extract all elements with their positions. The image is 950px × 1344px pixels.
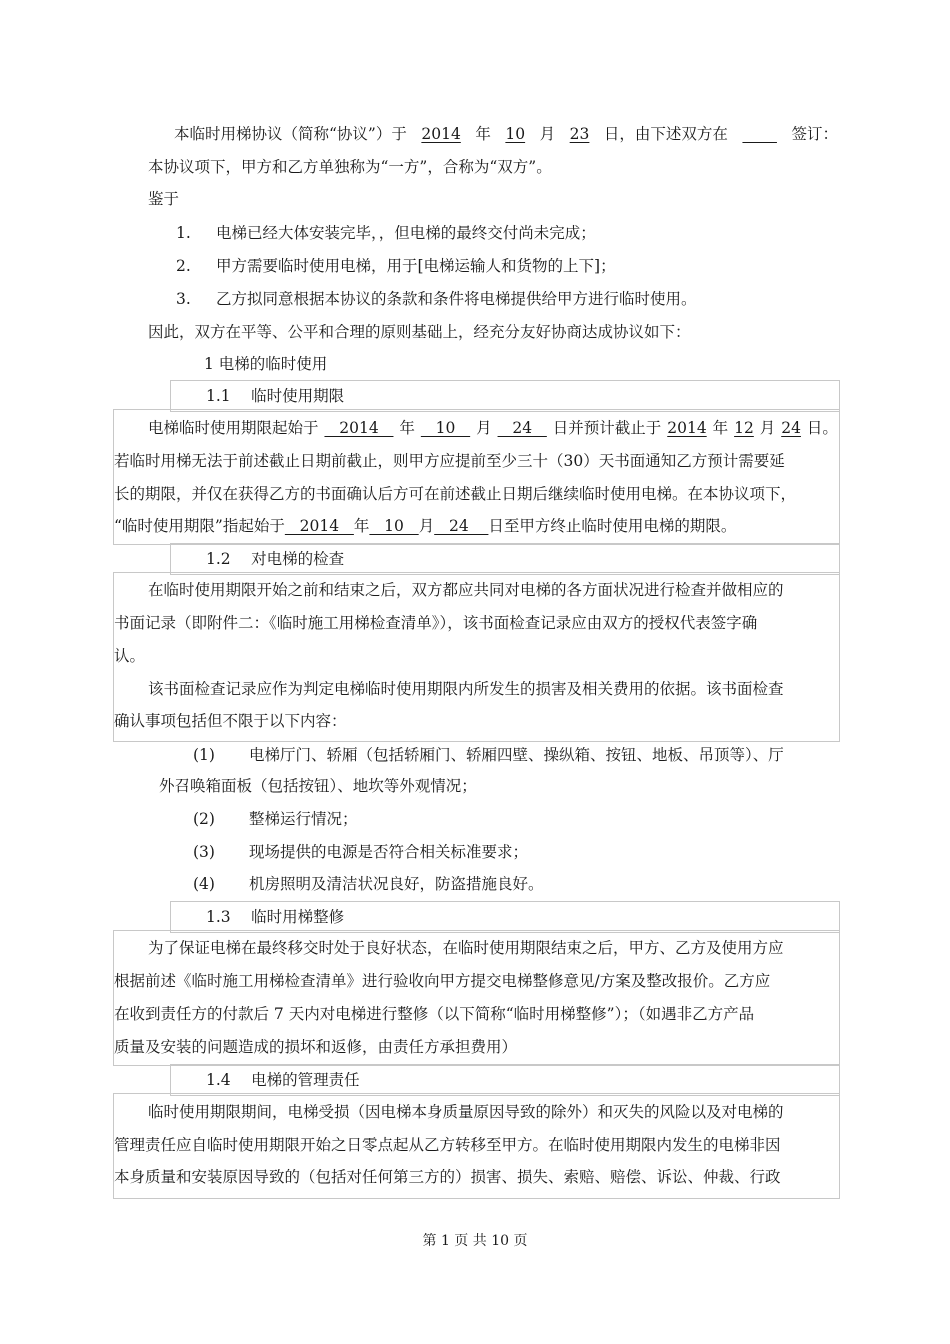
text: 年 [712,419,729,437]
section-1-1-line-3: 长的期限，并仅在获得乙方的书面确认后方可在前述截止日期后继续临时使用电梯。在本协议项下， [114,485,797,503]
text: “临时使用期限”指起始于 [114,517,285,535]
text: 年 [353,517,370,535]
inspection-item-1-cont: 外召唤箱面板（包括按钮）、地坎等外观情况； [159,777,477,795]
intro-month: 10 [505,125,526,143]
recital-3 [176,289,697,309]
intro-text-d: 日，由下述双方在 [603,125,728,143]
section-1-2-p1-line-2: 书面记录（即附件二：《临时施工用梯检查清单》），该书面检查记录应由双方的授权代表签字确 [114,614,758,632]
section-1-2-p1-line-1: 在临时使用期限开始之前和结束之后，双方都应共同对电梯的各方面状况进行检查并做相应的 [148,581,784,599]
section-1-3-line-4: 质量及安装的问题造成的损坏和返修，由责任方承担费用） [114,1038,518,1056]
text: 月 [759,419,776,437]
recital-2 [176,256,616,276]
section-1-3-line-3: 在收到责任方的付款后 7 天内对电梯进行整修（以下简称“临时用梯整修”）；（如遇非乙方产品 [114,1005,755,1023]
section-1-1-line-1 [148,418,838,438]
section-1-3-line-1: 为了保证电梯在最终移交时处于良好状态，在临时使用期限结束之后，甲方、乙方及使用方应 [148,939,784,957]
section-1-4-heading: 1.4 电梯的管理责任 [206,1071,360,1089]
recital-1 [176,223,596,243]
term-start-month: 10 [369,517,419,535]
item-text: 现场提供的电源是否符合相关标准要求； [249,843,529,861]
intro-place-blank [742,124,777,144]
text: 电梯临时使用期限起始于 [148,419,319,437]
section-1-4-line-1: 临时使用期限期间，电梯受损（因电梯本身质量原因导致的除外）和灭失的风险以及对电梯的 [148,1103,784,1121]
text: 月 [418,517,435,535]
inspection-item-4 [193,874,544,894]
section-1-2-p1-line-3: 认。 [114,647,146,665]
item-number: (1) [193,746,215,764]
article-1-heading: 1 电梯的临时使用 [204,355,328,373]
term-start-day: 24 [434,517,489,535]
therefore-line: 因此，双方在平等、公平和合理的原则基础上，经充分友好协商达成协议如下： [148,323,691,341]
section-1-2-heading: 1.2 对电梯的检查 [206,550,345,568]
item-text: 机房照明及清洁状况良好，防盗措施良好。 [249,875,544,893]
page-footer: 第 1 页 共 10 页 [422,1233,528,1249]
section-1-2-p2-line-2: 确认事项包括但不限于以下内容： [114,712,347,730]
intro-year: 2014 [421,125,461,143]
section-1-4-line-3: 本身质量和安装原因导致的（包括对任何第三方的）损害、损失、索赔、赔偿、诉讼、仲裁、行政 [114,1168,781,1186]
end-year: 2014 [667,419,707,437]
intro-day: 23 [569,125,590,143]
start-day: 24 [497,419,547,437]
section-1-4-line-2: 管理责任应自临时使用期限开始之日零点起从乙方转移至甲方。在临时使用期限内发生的电梯非因 [114,1136,781,1154]
text: 日至甲方终止临时使用电梯的期限。 [488,517,737,535]
section-1-3-line-2: 根据前述《临时施工用梯检查清单》进行验收向甲方提交电梯整修意见/方案及整改报价。乙方应 [114,972,771,990]
intro-text-a: 本临时用梯协议（简称“协议”）于 [174,125,407,143]
whereas-label: 鉴于 [148,190,180,208]
item-number: (3) [193,843,215,861]
recital-text: 甲方需要临时使用电梯，用于[电梯运输人和货物的上下]； [216,257,616,275]
intro-line-1 [174,124,838,144]
text: 月 [476,419,492,437]
text: 年 [399,419,415,437]
section-1-1-line-2: 若临时用梯无法于前述截止日期前截止，则甲方应提前至少三十（30）天书面通知乙方预计需要延 [114,452,785,470]
item-text: 整梯运行情况； [249,810,358,828]
intro-text-b: 年 [475,125,491,143]
inspection-item-3 [193,842,528,862]
section-1-3-heading: 1.3 临时用梯整修 [206,908,345,926]
end-month: 12 [734,419,754,437]
intro-text-c: 月 [539,125,556,143]
recital-number: 1. [176,224,191,242]
recital-number: 3. [176,290,191,308]
end-day: 24 [781,419,801,437]
intro-text-e: 签订： [791,125,838,143]
recital-text: 电梯已经大体安装完毕，，但电梯的最终交付尚未完成； [216,224,596,242]
section-1-1-heading: 1.1 临时使用期限 [206,387,345,405]
inspection-item-2 [193,809,358,829]
start-year: 2014 [324,419,394,437]
text: 日。 [806,419,838,437]
recital-number: 2. [176,257,191,275]
section-1-1-line-4 [114,516,736,536]
term-start-year: 2014 [284,517,354,535]
text: 日并预计截止于 [552,419,662,437]
start-month: 10 [420,419,471,437]
item-number: (2) [193,810,215,828]
item-text: 电梯厅门、轿厢（包括轿厢门、轿厢四壁、操纵箱、按钮、地板、吊顶等）、厅 [249,746,784,764]
item-number: (4) [193,875,215,893]
intro-line-2: 本协议项下，甲方和乙方单独称为“一方”，合称为“双方”。 [148,158,552,176]
recital-text: 乙方拟同意根据本协议的条款和条件将电梯提供给甲方进行临时使用。 [216,290,697,308]
section-1-2-p2-line-1: 该书面检查记录应作为判定电梯临时使用期限内所发生的损害及相关费用的依据。该书面检查 [148,680,784,698]
inspection-item-1 [193,745,784,765]
